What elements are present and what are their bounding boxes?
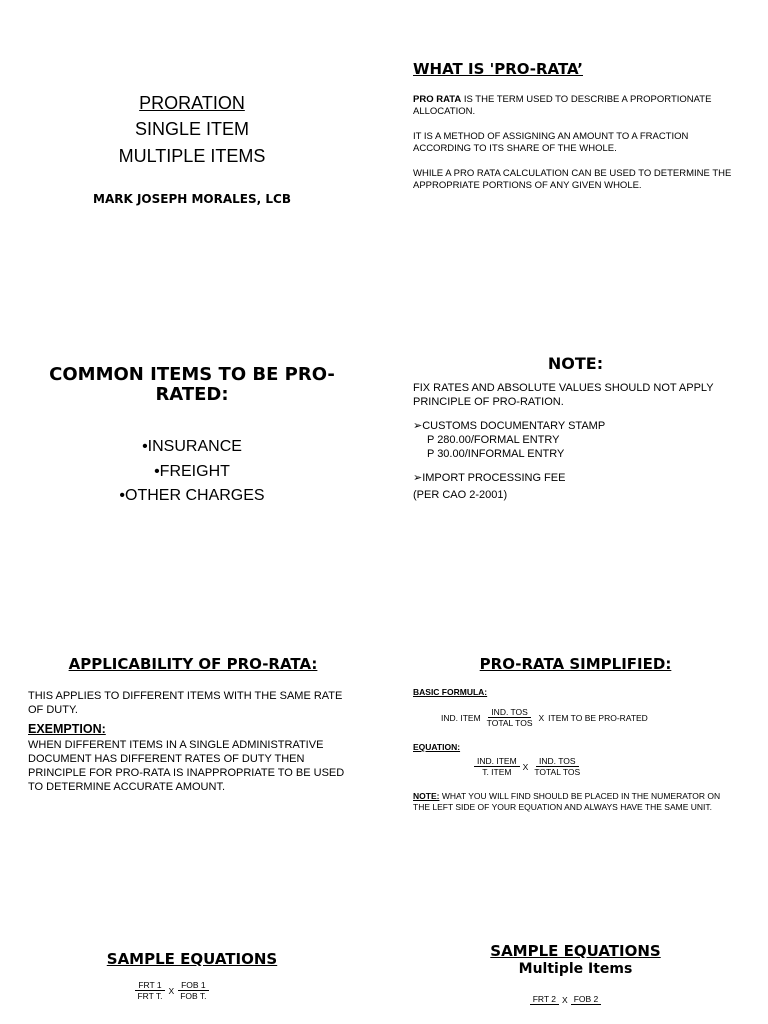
formula-fraction bbox=[484, 707, 536, 728]
formula-ind-item: IND. ITEM bbox=[441, 712, 481, 723]
method-paragraph: IT IS A METHOD OF ASSIGNING AN AMOUNT TO A FRACTION ACCORDING TO ITS SHARE OF THE WHOLE. bbox=[413, 131, 689, 154]
note-item-formal-entry: P 280.00/FORMAL ENTRY bbox=[427, 434, 560, 446]
note-item-import-fee: ➢IMPORT PROCESSING FEE bbox=[413, 472, 566, 484]
list-item-freight: •FREIGHT bbox=[154, 462, 230, 480]
fraction-numerator: IND. ITEM bbox=[474, 756, 520, 767]
multiply-sign: X bbox=[538, 712, 545, 723]
slide-pro-rata-simplified bbox=[413, 655, 738, 813]
slide-title bbox=[40, 90, 344, 206]
sample-fraction-right bbox=[177, 980, 209, 1001]
slide-heading: APPLICABILITY OF PRO-RATA: bbox=[68, 655, 318, 673]
note-label: NOTE: bbox=[413, 791, 440, 801]
equation bbox=[471, 756, 738, 777]
fraction-denominator: T. ITEM bbox=[482, 767, 512, 777]
note-body: WHAT YOU WILL FIND SHOULD BE PLACED IN THE NUMERATOR ON THE LEFT SIDE OF YOUR EQUATION AND ALWAYS HAVE THE SAME UNIT. bbox=[413, 791, 721, 812]
fraction-numerator: FOB 1 bbox=[178, 980, 209, 991]
items-list bbox=[40, 435, 344, 509]
fraction-denominator: FRT T. bbox=[137, 991, 163, 1001]
slide-heading: WHAT IS 'PRO-RATA’ bbox=[413, 60, 583, 78]
equation-fraction-left bbox=[474, 756, 520, 777]
list-item-insurance: •INSURANCE bbox=[142, 438, 242, 455]
slide-subheading: Multiple Items bbox=[518, 961, 633, 977]
equation-label: EQUATION: bbox=[413, 742, 461, 752]
note-text: FIX RATES AND ABSOLUTE VALUES SHOULD NOT APPLY PRINCIPLE OF PRO-RATION. bbox=[413, 382, 714, 408]
multiply-sign: X bbox=[562, 994, 568, 1005]
slide-sample-equations bbox=[40, 950, 344, 1001]
fraction-numerator: FOB 2 bbox=[571, 994, 602, 1005]
slide-heading: SAMPLE EQUATIONS bbox=[106, 950, 278, 968]
note-item-informal-entry: P 30.00/INFORMAL ENTRY bbox=[427, 448, 565, 460]
fraction-numerator: FRT 1 bbox=[135, 980, 164, 991]
fraction-denominator: FOB T. bbox=[180, 991, 207, 1001]
slide-applicability bbox=[28, 655, 358, 794]
slide-what-is-pro-rata bbox=[413, 60, 733, 205]
slide-heading: NOTE: bbox=[547, 354, 604, 373]
slide-note bbox=[413, 354, 738, 502]
exemption-subheading: EXEMPTION: bbox=[28, 722, 106, 736]
fraction-denominator: TOTAL TOS bbox=[486, 718, 533, 728]
list-item-other-charges: •OTHER CHARGES bbox=[119, 487, 265, 504]
sample-fraction-right bbox=[571, 994, 602, 1005]
applicability-text: THIS APPLIES TO DIFFERENT ITEMS WITH THE SAME RATE OF DUTY. bbox=[28, 690, 343, 716]
definition-text: IS THE TERM USED TO DESCRIBE A PROPORTIONATE ALLOCATION. bbox=[413, 94, 712, 117]
fraction-numerator: IND. TOS bbox=[536, 756, 579, 767]
note-item-cao: (PER CAO 2-2001) bbox=[413, 489, 508, 501]
exemption-text: WHEN DIFFERENT ITEMS IN A SINGLE ADMINISTRATIVE DOCUMENT HAS DIFFERENT RATES OF DUTY THEN PRINCIPLE FOR PRO-RATA IS INAPPROPRIATE TO BE USED TO DETERMINE ACCURATE AMOUNT. bbox=[28, 739, 345, 793]
fraction-denominator: TOTAL TOS bbox=[534, 767, 581, 777]
usage-paragraph: WHILE A PRO RATA CALCULATION CAN BE USED TO DETERMINE THE APPROPRIATE PORTIONS OF ANY GIVEN WHOLE. bbox=[413, 168, 732, 191]
note-text bbox=[413, 791, 738, 813]
fraction-numerator: FRT 2 bbox=[530, 994, 559, 1005]
sample-equation bbox=[393, 994, 738, 1005]
basic-formula bbox=[441, 707, 738, 728]
title-single-item: SINGLE ITEM bbox=[134, 119, 250, 139]
sample-fraction-left bbox=[530, 994, 559, 1005]
slide-sample-equations-multiple bbox=[413, 942, 738, 1005]
multiply-sign: X bbox=[168, 985, 175, 996]
multiply-sign: X bbox=[522, 761, 529, 772]
slide-heading: SAMPLE EQUATIONS bbox=[490, 942, 661, 960]
slide-common-items bbox=[40, 365, 344, 509]
basic-formula-label: BASIC FORMULA: bbox=[413, 687, 488, 697]
note-item-doc-stamp: ➢CUSTOMS DOCUMENTARY STAMP bbox=[413, 420, 606, 432]
formula-item-to-prorate: ITEM TO BE PRO-RATED bbox=[548, 712, 648, 723]
sample-fraction-left bbox=[134, 980, 165, 1001]
sample-equation bbox=[0, 980, 344, 1001]
slide-heading: COMMON ITEMS TO BE PRO-RATED: bbox=[49, 364, 335, 405]
title-multiple-items: MULTIPLE ITEMS bbox=[118, 146, 266, 166]
term-pro-rata: PRO RATA bbox=[413, 94, 462, 105]
title-proration: PRORATION bbox=[139, 93, 245, 113]
equation-fraction-right bbox=[531, 756, 583, 777]
author-name: MARK JOSEPH MORALES, LCB bbox=[93, 192, 291, 206]
slide-heading: PRO-RATA SIMPLIFIED: bbox=[479, 655, 672, 673]
definition-paragraph bbox=[413, 94, 733, 118]
fraction-numerator: IND. TOS bbox=[488, 707, 531, 718]
